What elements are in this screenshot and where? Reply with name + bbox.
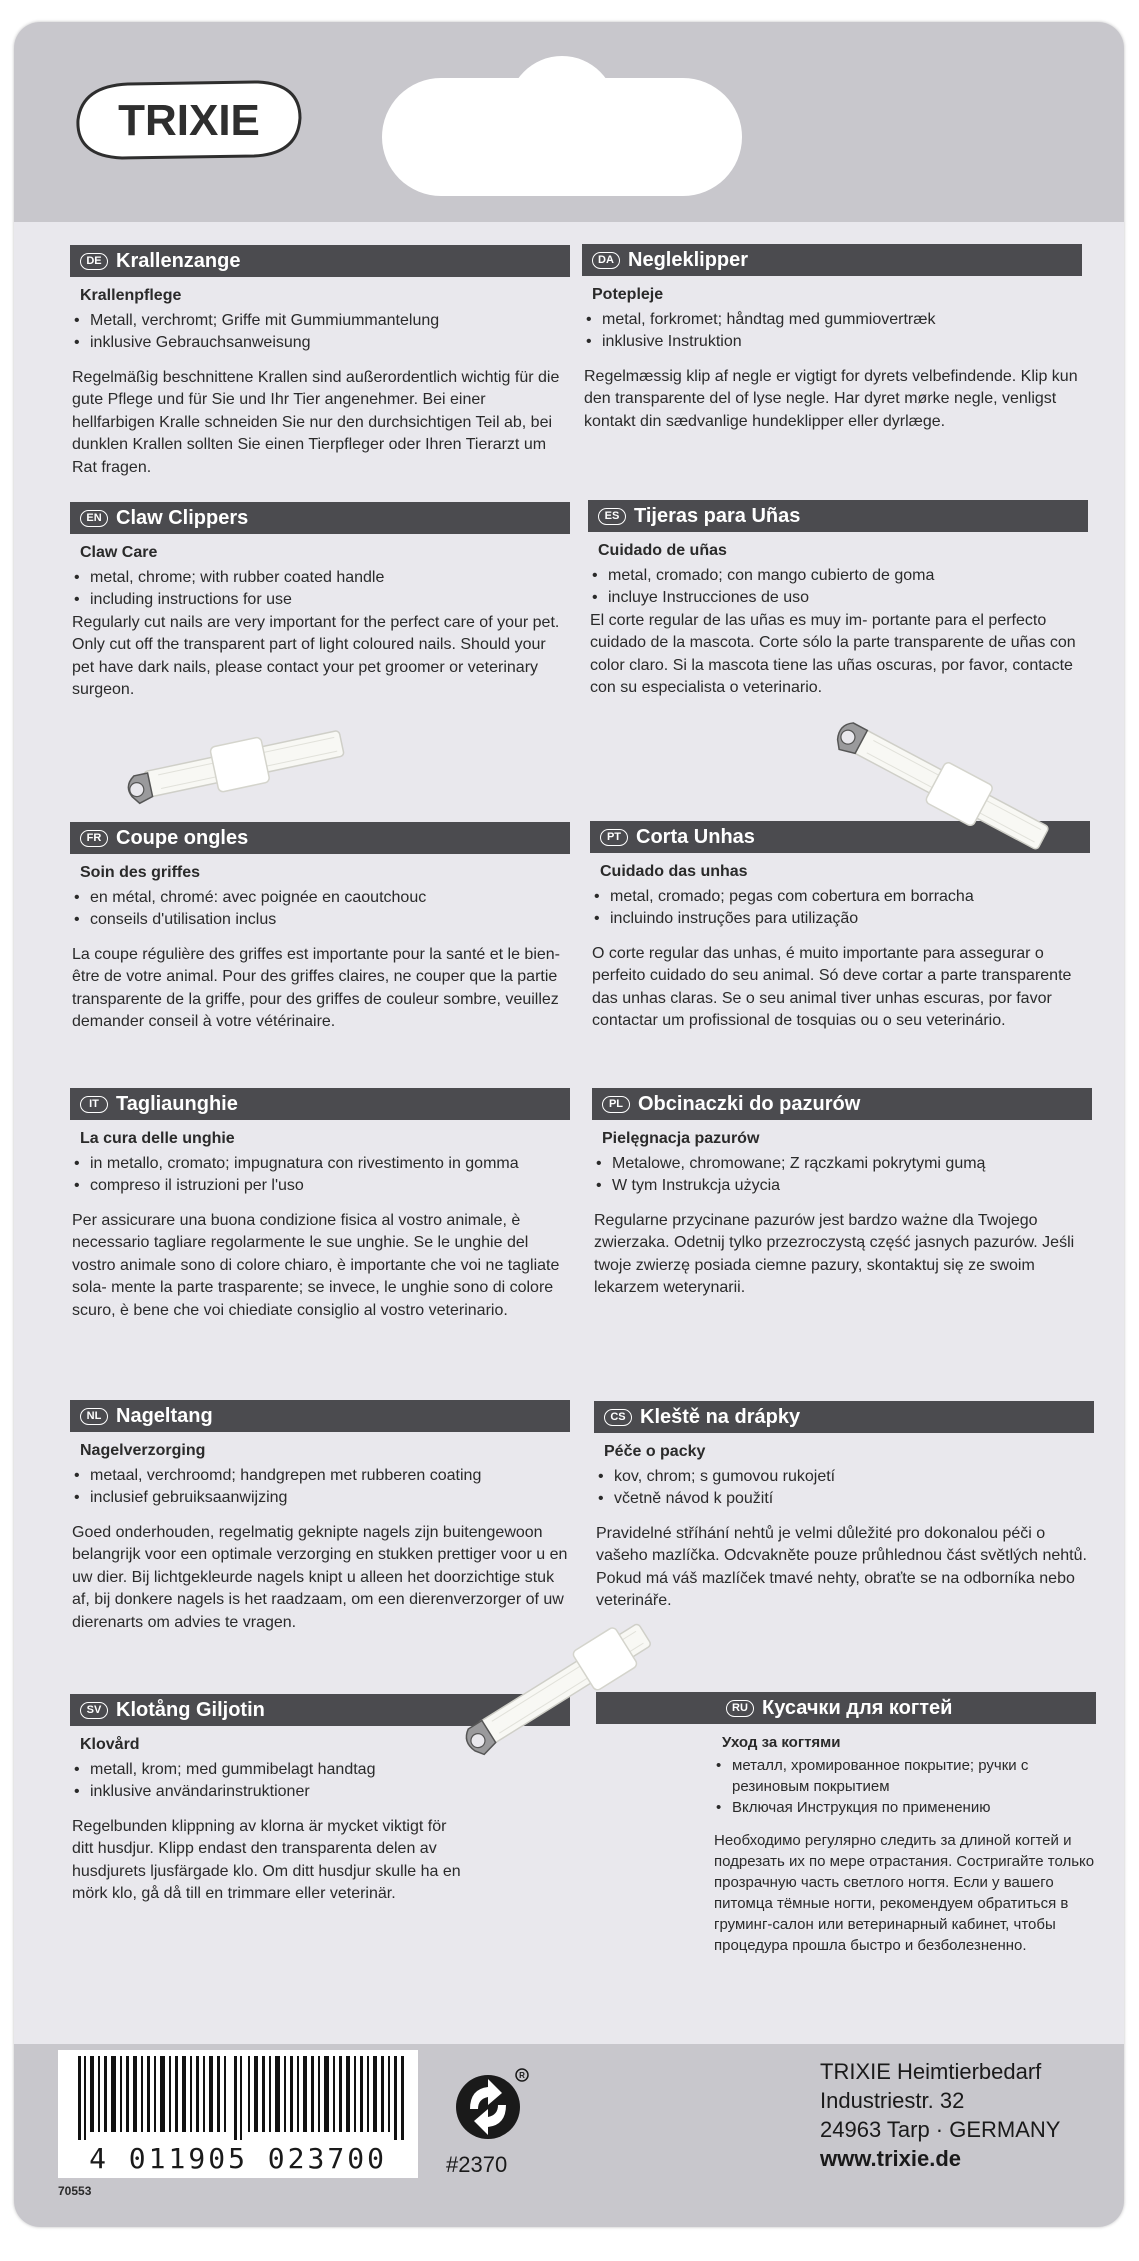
section-title: Кусачки для когтей (762, 1696, 953, 1719)
section-subtitle: Уход за когтями (722, 1734, 841, 1751)
section-description: El corte regular de las uñas es muy im- portante para el perfecto cuidado de la mascota. Corte sólo la parte transparente de uñas con color claro. Si la mascota tiene las uñas oscuras, por favor, contacte con su especialista o veterinario. (590, 611, 1076, 696)
feature-list (72, 1153, 570, 1198)
article-number: #2370 (446, 2152, 508, 2177)
list-item: • inklusive Gebrauchsanweisung (72, 332, 570, 355)
section-it (70, 1088, 570, 1322)
company-address (820, 2057, 1060, 2173)
section-header (594, 1401, 1094, 1433)
section-ru (596, 1692, 1096, 1956)
section-title: Tagliaunghie (116, 1092, 238, 1115)
list-item: • inklusive Instruktion (584, 331, 1082, 354)
section-title: Krallenzange (116, 249, 241, 272)
list-item: • metal, chrome; with rubber coated handle (72, 567, 570, 590)
section-subtitle: Nagelverzorging (80, 1442, 206, 1459)
section-en (70, 502, 570, 702)
list-item: • metal, cromado; con mango cubierto de goma (590, 565, 1088, 588)
section-subtitle: Potepleje (592, 286, 664, 303)
feature-list (592, 886, 1090, 931)
list-item: • metall, krom; med gummibelagt handtag (72, 1759, 570, 1782)
list-item: • inclusief gebruiksaanwijzing (72, 1487, 570, 1510)
section-description: Regelmæssig klip af negle er vigtigt for dyrets velbefindende. Klip kun den transparente del of lyse negle. Har dyret mørke negle, venligst kontakt din sædvanlige hundeklipper eller dyrlæge. (584, 367, 1078, 430)
section-title: Coupe ongles (116, 826, 249, 849)
language-badge: PL (602, 1096, 630, 1113)
language-badge: ES (598, 508, 626, 525)
language-badge: IT (80, 1096, 108, 1113)
section-description: Regelbunden klippning av klorna är mycket viktigt för ditt husdjur. Klipp endast den transparenta delen av husdjurets ljusfärgade klo. Om ditt husdjur skulle ha en mörk klo, gå då till en trimmare eller veterinär. (72, 1817, 461, 1902)
section-da (582, 244, 1082, 433)
language-badge: DE (80, 253, 108, 270)
list-item: • metaal, verchroomd; handgrepen met rubberen coating (72, 1465, 570, 1488)
section-cs (594, 1401, 1094, 1613)
section-es (588, 500, 1088, 700)
product-code: 70553 (58, 2184, 92, 2198)
section-title: Kleště na drápky (640, 1405, 801, 1428)
list-item: • metal, cromado; pegas com cobertura em borracha (592, 886, 1090, 909)
section-description: Per assicurare una buona condizione fisica al vostro animale, è necessario tagliare regolarmente le sue unghie. Se le unghie del vostro animale sono di colore chiaro, è importante che voi ne tagliate sola- mente la parte trasparente; se invece, le unghie sono di colore scuro, è bene che voi chiediate consiglio al vostro veterinario. (72, 1211, 560, 1319)
section-de (70, 245, 570, 479)
language-badge: DA (592, 252, 620, 269)
trixie-logo (68, 72, 308, 168)
nail-clipper-product (816, 722, 1076, 852)
list-item: • inklusive användarinstruktioner (72, 1781, 570, 1804)
section-subtitle: Pielęgnacja pazurów (602, 1130, 760, 1147)
section-nl (70, 1400, 570, 1634)
section-header (70, 1400, 570, 1432)
section-header (588, 500, 1088, 532)
section-header (70, 1088, 570, 1120)
section-header (70, 822, 570, 854)
barcode (58, 2050, 418, 2178)
feature-list (72, 887, 570, 932)
language-badge: EN (80, 510, 108, 527)
company-street: Industriestr. 32 (820, 2088, 965, 2113)
section-description: Regularne przycinane pazurów jest bardzo ważne dla Twojego zwierzaka. Odetnij tylko przezroczystą część jasnych pazurów. Jeśli twoje zwierzę posiada ciemne pazury, skontaktuj się ze swoim lekarzem weterynarii. (594, 1211, 1075, 1296)
feature-list (72, 567, 570, 612)
language-badge: PT (600, 829, 628, 846)
section-description: Необходимо регулярно следить за длиной когтей и подрезать их по мере отрастания. Состригайте только прозрачную часть светлого ногтя. Если у вашего питомца тёмные ногти, рекомендуем обратиться в груминг-салон или ветеринарный кабинет, чтобы процедура прошла быстро и безболезненно. (714, 1832, 1095, 1954)
feature-list (72, 310, 570, 355)
list-item: • Metalowe, chromowane; Z rączkami pokrytymi gumą (594, 1153, 1092, 1176)
section-description: La coupe régulière des griffes est importante pour la santé et le bien-être de votre animal. Pour des griffes claires, ne couper que la partie transparente de la griffe, pour des griffes de couleur sombre, veuillez demander conseil à votre vétérinaire. (72, 945, 560, 1030)
company-name: TRIXIE Heimtierbedarf (820, 2059, 1042, 2084)
company-website: www.trixie.de (820, 2146, 962, 2171)
language-badge: CS (604, 1409, 632, 1426)
nail-clipper-product (118, 715, 368, 815)
section-title: Nageltang (116, 1404, 213, 1427)
list-item: • en métal, chromé: avec poignée en caoutchouc (72, 887, 570, 910)
feature-list (590, 565, 1088, 610)
section-title: Claw Clippers (116, 506, 249, 529)
list-item: • incluindo instruções para utilização (592, 908, 1090, 931)
section-title: Corta Unhas (636, 825, 755, 848)
hang-hole (382, 78, 742, 196)
company-city: 24963 Tarp · GERMANY (820, 2117, 1061, 2142)
nail-clipper-product (450, 1612, 670, 1762)
barcode-number: 4 011905 023700 (89, 2142, 387, 2175)
section-subtitle: Cuidado de uñas (598, 542, 727, 559)
section-subtitle: Péče o packy (604, 1443, 706, 1460)
feature-list (596, 1466, 1094, 1511)
feature-list (72, 1759, 570, 1804)
list-item: • compreso il istruzioni per l'uso (72, 1175, 570, 1198)
section-header (592, 1088, 1092, 1120)
feature-list (584, 309, 1082, 354)
brand-name: TRIXIE (118, 96, 260, 145)
list-item: • Metall, verchromt; Griffe mit Gummiummantelung (72, 310, 570, 333)
list-item: • včetně návod k použití (596, 1488, 1094, 1511)
section-title: Obcinaczki do pazurów (638, 1092, 861, 1115)
list-item: • including instructions for use (72, 589, 570, 612)
language-badge: RU (726, 1700, 754, 1717)
feature-list (72, 1465, 570, 1510)
section-description: Regelmäßig beschnittene Krallen sind außerordentlich wichtig für die gute Pflege und für Sie und Ihr Tier angenehmer. Bei einer hellfarbigen Kralle schneiden Sie nur den durchsichtigen Teil ab, bei dunklen Krallen sollten Sie einen Tierpfleger oder Ihren Tierarzt um Rat fragen. (72, 368, 560, 476)
list-item: • metal, forkromet; håndtag med gummiovertræk (584, 309, 1082, 332)
section-header (70, 245, 570, 277)
language-badge: NL (80, 1408, 108, 1425)
section-pl (592, 1088, 1092, 1300)
section-subtitle: Cuidado das unhas (600, 863, 748, 880)
section-header (582, 244, 1082, 276)
section-description: Pravidelné stříhání nehtů je velmi důležité pro dokonalou péči o vašeho mazlíčka. Odcvakněte pouze průhlednou část světlých nehtů. Pokud má váš mazlíček tmavé nehty, obraťte se na odborníka nebo veterináře. (596, 1524, 1087, 1609)
green-dot-recycle-icon (450, 2065, 530, 2145)
language-badge: SV (80, 1702, 108, 1719)
feature-list (714, 1755, 1096, 1818)
list-item: • incluye Instrucciones de uso (590, 587, 1088, 610)
barcode-bars (76, 2056, 408, 2140)
section-subtitle: Krallenpflege (80, 287, 182, 304)
list-item: • in metallo, cromato; impugnatura con rivestimento in gomma (72, 1153, 570, 1176)
section-title: Negleklipper (628, 248, 749, 271)
list-item: • Включая Инструкция по применению (714, 1797, 1096, 1818)
section-fr (70, 822, 570, 1034)
list-item: • металл, хромированное покрытие; ручки с резиновым покрытием (714, 1755, 1096, 1797)
section-header (70, 502, 570, 534)
section-title: Tijeras para Uñas (634, 504, 801, 527)
list-item: • conseils d'utilisation inclus (72, 909, 570, 932)
section-description: O corte regular das unhas, é muito importante para assegurar o perfeito cuidado do seu animal. Só deve cortar a parte transparente das unhas claras. Se o seu animal tiver unhas escuras, por favor contactar um profissional de tosquias ou o seu veterinário. (592, 944, 1072, 1029)
section-title: Klotång Giljotin (116, 1698, 265, 1721)
section-description: Regularly cut nails are very important for the perfect care of your pet. Only cut off the transparent part of light coloured nails. Should your pet have dark nails, please contact your pet groomer or veterinary surgeon. (72, 613, 560, 698)
section-subtitle: Klovård (80, 1736, 140, 1753)
section-header (596, 1692, 1096, 1724)
section-subtitle: Claw Care (80, 544, 158, 561)
section-subtitle: Soin des griffes (80, 864, 201, 881)
language-badge: FR (80, 830, 108, 847)
svg-text:R: R (519, 2071, 525, 2080)
list-item: • W tym Instrukcja użycia (594, 1175, 1092, 1198)
feature-list (594, 1153, 1092, 1198)
section-pt (590, 821, 1090, 1033)
list-item: • kov, chrom; s gumovou rukojetí (596, 1466, 1094, 1489)
section-subtitle: La cura delle unghie (80, 1130, 235, 1147)
section-description: Goed onderhouden, regelmatig geknipte nagels zijn buitengewoon belangrijk voor een optimale verzorging en stukken prettiger voor u en uw dier. Bij lichtgekleurde nagels knipt u alleen het doorzichtige stuk af, bij donkere nagels is het raadzaam, om een dierenverzorger of uw dierenarts om advies te vragen. (72, 1523, 568, 1631)
